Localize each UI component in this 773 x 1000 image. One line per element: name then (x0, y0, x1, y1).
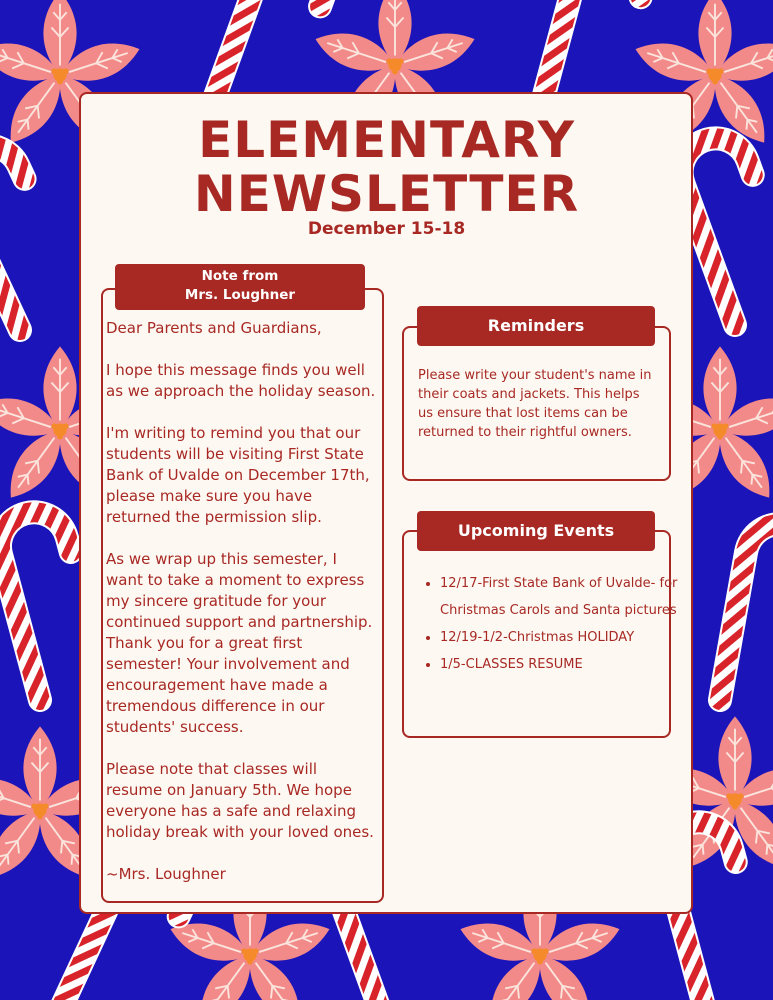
reminders-text: Please write your student's name in their coats and jackets. This helps us ensure that lost items can be returned to their rightful owners. (418, 368, 652, 440)
title-line-2: NEWSLETTER (193, 165, 580, 223)
letter-paragraph: I hope this message finds you well as we approach the holiday season. (106, 361, 376, 400)
note-tab (115, 264, 365, 310)
letter-paragraph: Please note that classes will resume on January 5th. We hope everyone has a safe and relaxing holiday break with your loved ones. (106, 760, 374, 841)
letter-signature: ~Mrs. Loughner (106, 865, 226, 883)
event-item: • 12/19-1/2-Christmas HOLIDAY (440, 624, 680, 651)
letter-paragraph: I'm writing to remind you that our students will be visiting First State Bank of Uvalde on December 17th, please make sure you have returned the permission slip. (106, 424, 370, 526)
note-letter (106, 318, 378, 906)
note-tab-line-1: Note from (201, 268, 279, 284)
note-tab-line-2: Mrs. Loughner (184, 287, 296, 303)
letter-greeting: Dear Parents and Guardians, (106, 319, 322, 337)
event-item: • 12/17-First State Bank of Uvalde- for Christmas Carols and Santa pictures (440, 570, 680, 624)
reminders-tab: Reminders (417, 306, 655, 346)
title-line-1: ELEMENTARY (198, 111, 575, 169)
candy-cane-icon (720, 519, 773, 712)
events-tab: Upcoming Events (417, 511, 655, 551)
event-item: • 1/5-CLASSES RESUME (440, 651, 680, 678)
events-list (420, 570, 680, 678)
newsletter-date: December 15-18 (307, 219, 466, 239)
letter-paragraph: As we wrap up this semester, I want to take a moment to express my sincere gratitude for your continued support and partnership. Thank you for a great first semester! Your involvement and encouragement have made a tremendous difference in our students' success. (106, 550, 373, 736)
